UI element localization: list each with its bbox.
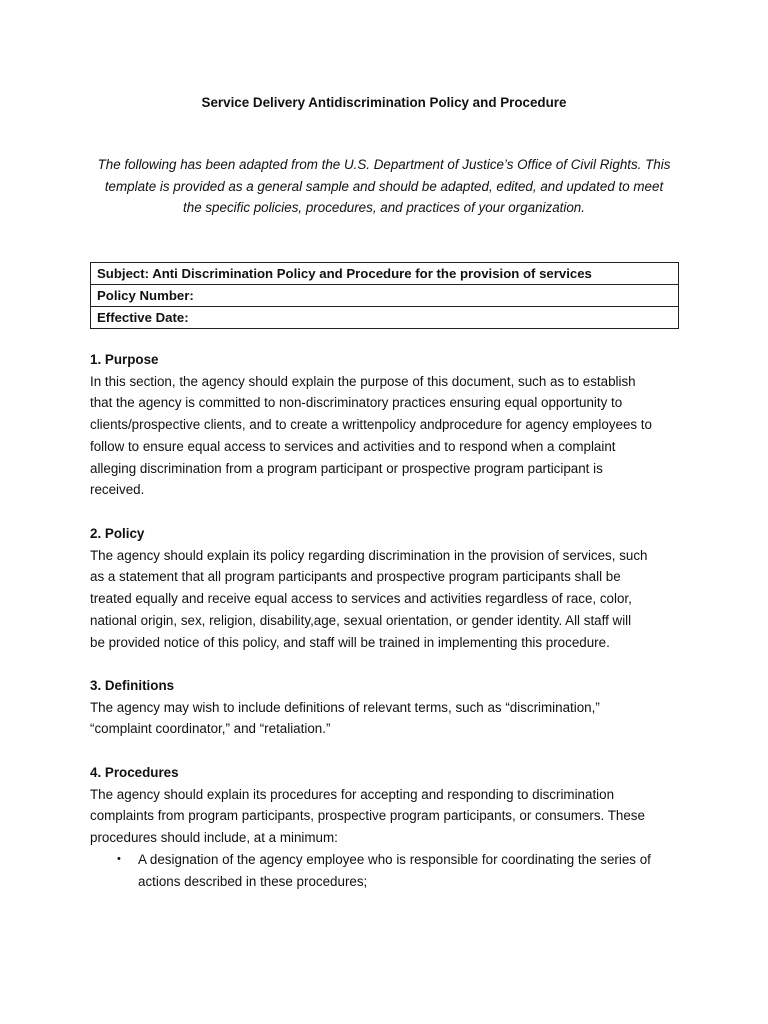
section-heading: 1. Purpose: [90, 352, 159, 367]
text-line: The agency should explain its policy regarding discrimination in the provision of services, such: [90, 547, 648, 563]
text-line: “complaint coordinator,” and “retaliation.”: [90, 721, 331, 737]
section-body: [90, 371, 690, 501]
section-heading: 4. Procedures: [90, 765, 179, 780]
text-line: actions described in these procedures;: [138, 873, 368, 889]
intro-line: the specific policies, procedures, and practices of your organization.: [183, 200, 585, 216]
text-line: The agency may wish to include definitions of relevant terms, such as “discrimination,”: [90, 699, 600, 715]
section-purpose: [90, 349, 690, 501]
section-procedures: [90, 762, 690, 892]
intro-line: The following has been adapted from the U.S. Department of Justice’s Office of Civil Rights. This: [97, 157, 671, 172]
section-policy: [90, 523, 690, 653]
text-line: clients/prospective clients, and to create a writtenpolicy andprocedure for agency employees to: [90, 417, 652, 433]
section-body: [90, 545, 690, 654]
text-line: A designation of the agency employee who is responsible for coordinating the series of: [138, 851, 651, 867]
text-line: received.: [90, 482, 145, 498]
section-heading: 3. Definitions: [90, 678, 175, 693]
effective-date-cell: Effective Date:: [91, 307, 679, 329]
table-row: [91, 263, 679, 285]
policy-number-cell: Policy Number:: [91, 285, 679, 307]
list-item: [117, 849, 690, 892]
intro-line: template is provided as a general sample and should be adapted, edited, and updated to meet: [104, 178, 664, 194]
document-title: Service Delivery Antidiscrimination Policy and Procedure: [201, 95, 567, 110]
text-line: treated equally and receive equal access to services and activities regardless of race, color,: [90, 591, 632, 607]
text-line: as a statement that all program participants and prospective program participants shall be: [90, 569, 621, 585]
text-line: national origin, sex, religion, disability,age, sexual orientation, or gender identity. All staff will: [90, 612, 632, 628]
bullet-icon: •: [117, 852, 121, 865]
text-line: complaints from program participants, prospective program participants, or consumers. These: [90, 808, 645, 824]
text-line: follow to ensure equal access to services and activities and to respond when a complaint: [90, 438, 616, 454]
section-body: [90, 697, 690, 740]
section-definitions: [90, 675, 690, 740]
table-row: [91, 285, 679, 307]
section-heading: 2. Policy: [90, 526, 145, 541]
text-line: alleging discrimination from a program participant or prospective program participant is: [90, 460, 603, 476]
text-line: The agency should explain its procedures for accepting and responding to discrimination: [90, 786, 615, 802]
intro-paragraph: [84, 154, 684, 219]
policy-info-table: [90, 262, 679, 329]
table-row: [91, 307, 679, 329]
section-body: [90, 784, 690, 849]
text-line: In this section, the agency should explain the purpose of this document, such as to establish: [90, 373, 636, 389]
text-line: procedures should include, at a minimum:: [90, 830, 338, 846]
text-line: that the agency is committed to non-discriminatory practices ensuring equal opportunity to: [90, 395, 623, 411]
procedures-list: [90, 849, 690, 892]
subject-cell: Subject: Anti Discrimination Policy and Procedure for the provision of services: [91, 263, 679, 285]
text-line: be provided notice of this policy, and staff will be trained in implementing this procedure.: [90, 634, 610, 650]
